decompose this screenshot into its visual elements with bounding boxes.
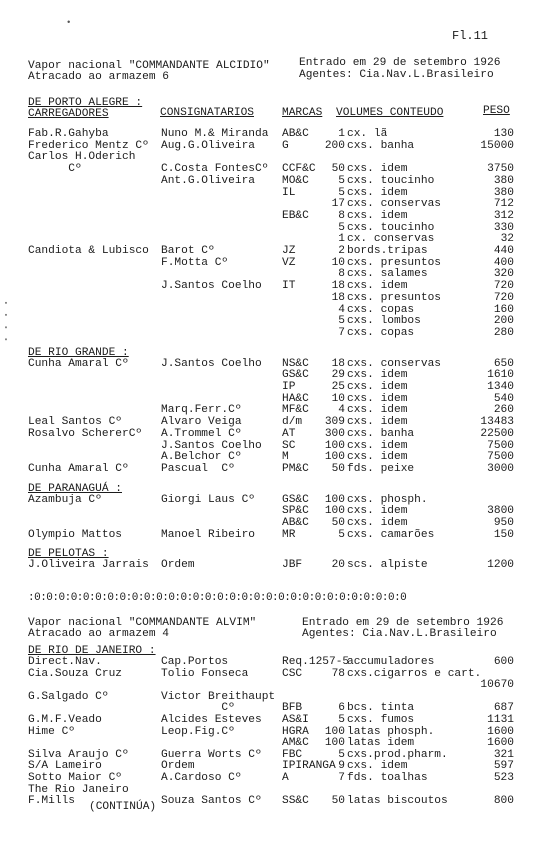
margin-stamp: ▪ ▪ ▪ ▪ (2, 300, 10, 345)
contents-cell: cxs. idem (347, 381, 408, 393)
contents-cell: accumuladores (347, 656, 435, 668)
contents-cell: fds. toalhas (347, 772, 428, 784)
shipper-cell: Fab.R.Gahyba (28, 128, 109, 140)
consignee-cell: J.Santos Coelho (161, 439, 262, 452)
weight-cell: 320 (493, 268, 514, 281)
shipper-cell: Sotto Maior Cº (28, 772, 122, 784)
quantity-cell: 18 (331, 280, 345, 293)
quantity-cell: 5 (338, 174, 345, 187)
contents-cell: cxs. idem (347, 439, 408, 452)
mark-cell: AM&C (282, 737, 309, 750)
contents-cell: cxs. idem (347, 505, 408, 518)
shipper-cell: S/A Lameiro (28, 760, 102, 773)
contents-cell: cxs. idem (347, 760, 408, 773)
contents-cell: latas biscoutos (347, 795, 448, 808)
shipper-cell: Direct.Nav. (28, 656, 102, 668)
contents-cell: cxs. conservas (347, 357, 441, 370)
quantity-cell: 200 (324, 139, 345, 152)
contents-cell: cxs. toucinho (347, 221, 435, 234)
shipper-cell: G.Salgado Cº (28, 690, 109, 703)
quantity-cell: 18 (331, 291, 345, 304)
mark-cell: SP&C (282, 505, 309, 518)
weight-cell: 260 (493, 404, 514, 417)
mark-cell: IPIRANGA (282, 760, 336, 773)
weight-cell: 7500 (487, 451, 514, 464)
quantity-cell: 5 (338, 714, 345, 726)
contents-cell: cxs. salames (347, 268, 428, 281)
quantity-cell: 5 (338, 221, 345, 234)
shipper-cell: J.Oliveira Jarrais (28, 559, 149, 572)
contents-cell: cxs. idem (347, 369, 408, 382)
folio-number: Fl.11 (452, 29, 489, 43)
quantity-cell: 10 (331, 392, 345, 405)
weight-cell: 712 (493, 198, 514, 211)
origin-heading: DE PORTO ALEGRE : (28, 97, 143, 109)
quantity-cell: 4 (338, 404, 345, 417)
shippers-header: CARREGADORES (28, 108, 109, 120)
weight-cell: 1131 (487, 714, 514, 726)
weight-cell: 687 (493, 702, 514, 715)
shipper-cell: The Rio Janeiro (28, 783, 129, 796)
weight-cell: 800 (493, 795, 514, 808)
quantity-cell: 300 (324, 427, 345, 440)
weight-cell: 321 (493, 748, 514, 761)
mark-cell: CSC (282, 667, 303, 680)
weight-cell: 597 (493, 760, 514, 773)
quantity-cell: 1 (338, 233, 345, 246)
shipper-cell: Cunha Amaral Cº (28, 357, 129, 370)
quantity-cell: 5 (338, 748, 345, 761)
weight-header: PESO (483, 105, 510, 117)
contents-cell: cxs. idem (347, 392, 408, 405)
consignee-cell: A.Belchor Cº (161, 451, 242, 464)
quantity-cell: 10 (331, 256, 345, 269)
shipper-cell: Frederico Mentz Cº (28, 139, 149, 152)
contents-cell: cxs. idem (347, 186, 408, 199)
contents-cell: cx. conservas (347, 233, 435, 246)
shipper-cell: Azambuja Cº (28, 493, 102, 506)
weight-cell: 130 (493, 128, 514, 140)
mark-cell: GS&C (282, 493, 309, 506)
mark-cell: A (282, 772, 289, 784)
contents-cell: bcs. tinta (347, 702, 415, 715)
consignee-cell: Nuno M.& Miranda (161, 128, 269, 140)
mark-cell: SS&C (282, 795, 309, 808)
contents-cell: cxs. idem (347, 209, 408, 222)
quantity-cell: 5 (338, 315, 345, 328)
contents-cell: latas phosph. (347, 725, 435, 738)
mark-cell: IL (282, 186, 296, 199)
mark-cell: MF&C (282, 404, 309, 417)
consignee-cell: C.Costa FontesCº (161, 163, 269, 176)
shipper-cell: Cunha Amaral Cº (28, 462, 129, 475)
contents-cell: bords.tripas (347, 245, 428, 257)
quantity-cell: 1 (338, 128, 345, 140)
consignee-cell: Barot Cº (161, 245, 215, 257)
quantity-cell: 50 (331, 462, 345, 475)
shipper-cell: Hime Cº (28, 725, 75, 738)
weight-cell: 1600 (487, 725, 514, 738)
consignee-cell: A.Cardoso Cº (161, 772, 242, 784)
consignee-cell: Guerra Worts Cº (161, 748, 262, 761)
ship2-entry: Entrado em 29 de setembro 1926 (302, 617, 504, 629)
ship1-name: Vapor nacional "COMMANDANTE ALCIDIO" (28, 60, 270, 72)
shipper-cell: Carlos H.Oderich (28, 151, 136, 164)
mark-cell: BFB (282, 702, 303, 715)
continues-note: (CONTINÚA) (89, 801, 157, 813)
quantity-cell: 50 (331, 517, 345, 529)
contents-cell: cxs. banha (347, 427, 415, 440)
shipper-cell: Candiota & Lubisco (28, 245, 149, 257)
shipper-cell: Rosalvo SchererCº (28, 427, 143, 440)
weight-cell: 380 (493, 186, 514, 199)
weight-cell: 600 (493, 656, 514, 668)
shipper-cell: Olympio Mattos (28, 528, 122, 541)
mark-cell: MO&C (282, 174, 309, 187)
separator-line: :0:0:0:0:0:0:0:0:0:0:0:0:0:0:0:0:0:0:0:0:0:0:0:0:0:0:0:0:0:0:0 (28, 592, 407, 604)
consignees-header: CONSIGNATARIOS (160, 107, 254, 119)
weight-cell: 150 (493, 528, 514, 541)
shipper-cell: Silva Araujo Cº (28, 748, 129, 761)
contents-cell: scs. alpiste (347, 559, 428, 572)
consignee-cell: Cº (161, 702, 235, 715)
weight-cell: 330 (493, 221, 514, 234)
quantity-cell: 100 (324, 725, 345, 738)
contents-cell: cxs.cigarros e cart. (347, 667, 482, 680)
weight-cell: 22500 (480, 427, 514, 440)
mark-cell: SC (282, 439, 296, 452)
mark-cell: MR (282, 528, 296, 541)
mark-cell: M (282, 451, 289, 464)
consignee-cell: Aug.G.Oliveira (161, 139, 255, 152)
contents-cell: cxs. copas (347, 303, 415, 316)
contents-cell: latas idem (347, 737, 415, 750)
weight-cell: 1600 (487, 737, 514, 750)
consignee-cell: Pascual Cº (161, 462, 235, 475)
quantity-cell: 20 (331, 559, 345, 572)
shipper-cell: G.M.F.Veado (28, 714, 102, 726)
mark-cell: d/m (282, 416, 303, 429)
section-heading: DE PARANAGUÁ : (28, 482, 122, 495)
mark-cell: Req.1257-5 (282, 656, 350, 668)
mark-cell: AB&C (282, 517, 309, 529)
weight-cell: 1340 (487, 381, 514, 393)
consignee-cell: Marq.Ferr.Cº (161, 404, 242, 417)
weight-cell: 540 (493, 392, 514, 405)
mark-cell: G (282, 139, 289, 152)
section-heading: DE RIO DE JANEIRO : (28, 645, 156, 657)
mark-cell: FBC (282, 748, 303, 761)
contents-cell: cxs. presuntos (347, 291, 441, 304)
quantity-cell: 5 (338, 528, 345, 541)
weight-cell: 200 (493, 315, 514, 328)
mark-cell: NS&C (282, 357, 309, 370)
mark-cell: JZ (282, 245, 296, 257)
weight-cell: 440 (493, 245, 514, 257)
quantity-cell: 5 (338, 186, 345, 199)
contents-cell: cxs. idem (347, 280, 408, 293)
ship2-name: Vapor nacional "COMMANDANTE ALVIM" (28, 617, 257, 629)
mark-cell: CCF&C (282, 163, 316, 176)
contents-cell: fds. peixe (347, 462, 415, 475)
contents-cell: cxs. phosph. (347, 493, 428, 506)
quantity-cell: 7 (338, 326, 345, 339)
quantity-cell: 29 (331, 369, 345, 382)
weight-cell: 13483 (480, 416, 514, 429)
mark-cell: GS&C (282, 369, 309, 382)
contents-cell: cxs.prod.pharm. (347, 748, 448, 761)
weight-cell: 3000 (487, 462, 514, 475)
weight-cell: 950 (493, 517, 514, 529)
contents-cell: cxs. idem (347, 451, 408, 464)
contents-header: VOLUMES CONTEUDO (336, 107, 444, 119)
weight-cell: 650 (493, 357, 514, 370)
ship1-entry: Entrado em 29 de setembro 1926 (299, 57, 501, 69)
contents-cell: cxs. idem (347, 404, 408, 417)
contents-cell: cxs. idem (347, 163, 408, 176)
quantity-cell: 25 (331, 381, 345, 393)
quantity-cell: 18 (331, 357, 345, 370)
weight-cell: 15000 (480, 139, 514, 152)
quantity-cell: 17 (331, 198, 345, 211)
consignee-cell: Ant.G.Oliveira (161, 174, 255, 187)
weight-cell: 380 (493, 174, 514, 187)
weight-cell: 1200 (487, 559, 514, 572)
mark-cell: AB&C (282, 128, 309, 140)
consignee-cell: Tolio Fonseca (161, 667, 249, 680)
mark-cell: PM&C (282, 462, 309, 475)
shipper-cell: Cº (28, 163, 82, 176)
consignee-cell: Cap.Portos (161, 656, 229, 668)
consignee-cell: Leop.Fig.Cº (161, 725, 235, 738)
weight-cell: 160 (493, 303, 514, 316)
ship2-berth: Atracado ao armazem 4 (28, 628, 169, 640)
shipper-cell: F.Mills (28, 795, 75, 808)
weight-cell: 32 (500, 233, 514, 246)
shipper-cell: Leal Santos Cº (28, 416, 122, 429)
ship1-berth: Atracado ao armazem 6 (28, 71, 169, 83)
contents-cell: cx. lã (347, 128, 388, 140)
weight-cell: 3750 (487, 163, 514, 176)
quantity-cell: 100 (324, 505, 345, 518)
contents-cell: cxs. lombos (347, 315, 421, 328)
quantity-cell: 78 (331, 667, 345, 680)
contents-cell: cxs. idem (347, 517, 408, 529)
weight-cell: 3800 (487, 505, 514, 518)
weight-cell: 10670 (480, 679, 514, 692)
weight-cell: 720 (493, 280, 514, 293)
mark-cell: IT (282, 280, 296, 293)
weight-cell: 7500 (487, 439, 514, 452)
mark-cell: VZ (282, 256, 296, 269)
ship1-agents: Agentes: Cia.Nav.L.Brasileiro (299, 69, 494, 81)
quantity-cell: 50 (331, 795, 345, 808)
quantity-cell: 4 (338, 303, 345, 316)
quantity-cell: 8 (338, 268, 345, 281)
quantity-cell: 100 (324, 737, 345, 750)
consignee-cell: F.Motta Cº (161, 256, 229, 269)
consignee-cell: Souza Santos Cº (161, 795, 262, 808)
weight-cell: 720 (493, 291, 514, 304)
quantity-cell: 9 (338, 760, 345, 773)
weight-cell: 312 (493, 209, 514, 222)
consignee-cell: Alvaro Veiga (161, 416, 242, 429)
contents-cell: cxs. presuntos (347, 256, 441, 269)
mark-cell: EB&C (282, 209, 309, 222)
shipper-cell: Cia.Souza Cruz (28, 667, 122, 680)
contents-cell: cxs. toucinho (347, 174, 435, 187)
consignee-cell: J.Santos Coelho (161, 280, 262, 293)
quantity-cell: 50 (331, 163, 345, 176)
contents-cell: cxs. conservas (347, 198, 441, 211)
consignee-cell: Ordem (161, 760, 195, 773)
consignee-cell: Giorgi Laus Cº (161, 493, 255, 506)
mark-cell: IP (282, 381, 296, 393)
quantity-cell: 100 (324, 493, 345, 506)
contents-cell: cxs. fumos (347, 714, 415, 726)
contents-cell: cxs. idem (347, 416, 408, 429)
ship2-agents: Agentes: Cia.Nav.L.Brasileiro (302, 628, 497, 640)
mark-cell: JBF (282, 559, 303, 572)
quantity-cell: 2 (338, 245, 345, 257)
ink-dot: • (66, 18, 72, 28)
mark-cell: HA&C (282, 392, 309, 405)
quantity-cell: 7 (338, 772, 345, 784)
consignee-cell: Victor Breithaupt (161, 690, 276, 703)
consignee-cell: Ordem (161, 559, 195, 572)
quantity-cell: 309 (324, 416, 345, 429)
quantity-cell: 6 (338, 702, 345, 715)
mark-cell: AS&I (282, 714, 309, 726)
marks-header: MARCAS (282, 107, 323, 119)
consignee-cell: J.Santos Coelho (161, 357, 262, 370)
section-heading: DE PELOTAS : (28, 548, 109, 561)
weight-cell: 523 (493, 772, 514, 784)
contents-cell: cxs. camarões (347, 528, 435, 541)
weight-cell: 1610 (487, 369, 514, 382)
mark-cell: AT (282, 427, 296, 440)
section-heading: DE RIO GRANDE : (28, 346, 129, 359)
quantity-cell: 100 (324, 439, 345, 452)
consignee-cell: A.Trommel Cº (161, 427, 242, 440)
contents-cell: cxs. copas (347, 326, 415, 339)
mark-cell: HGRA (282, 725, 309, 738)
contents-cell: cxs. banha (347, 139, 415, 152)
quantity-cell: 100 (324, 451, 345, 464)
quantity-cell: 8 (338, 209, 345, 222)
consignee-cell: Alcides Esteves (161, 714, 262, 726)
weight-cell: 280 (493, 326, 514, 339)
weight-cell: 400 (493, 256, 514, 269)
consignee-cell: Manoel Ribeiro (161, 528, 255, 541)
